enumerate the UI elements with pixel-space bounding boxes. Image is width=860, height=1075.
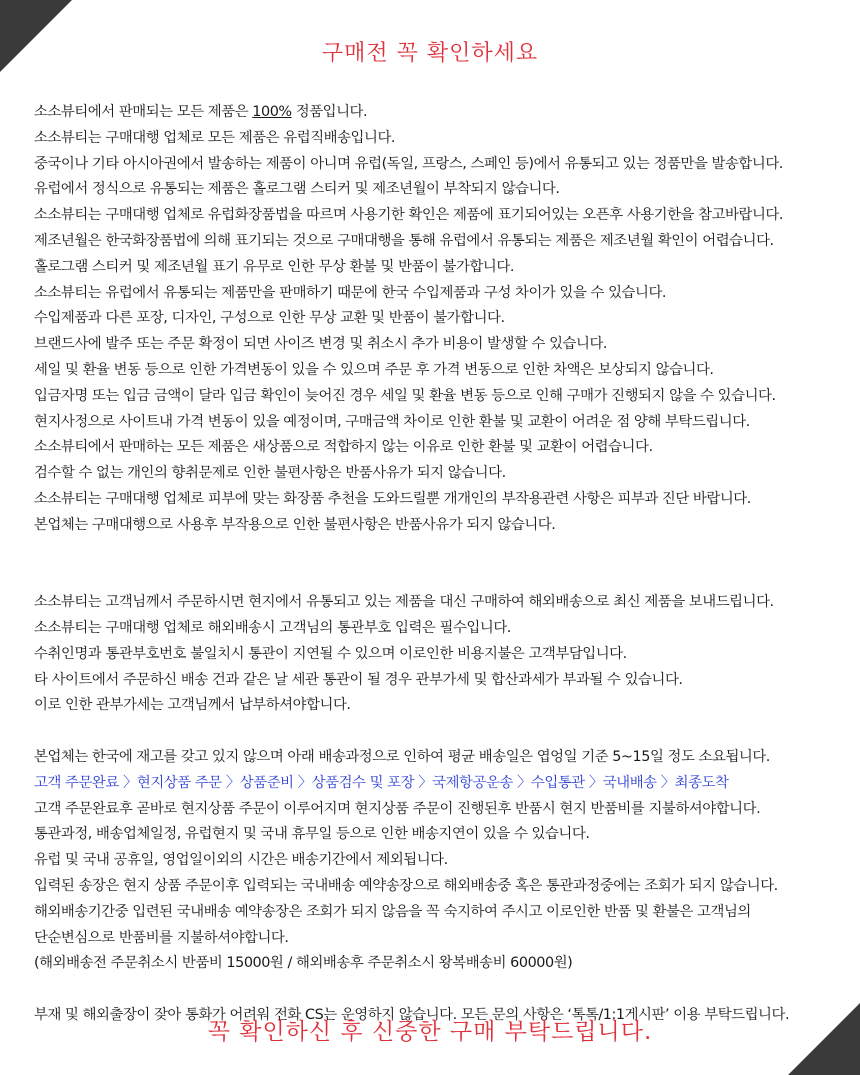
notice-text: 정품입니다. [291,104,368,120]
genuine-percent: 100% [252,104,292,120]
delivery-intro: 본업체는 한국에 재고를 갖고 있지 않으며 아래 배송과정으로 인하여 평균 배송일은 엽엉일 기준 5~15일 정도 소요됩니다. [34,748,770,765]
shipping-line: 수취인명과 통관부호번호 불일치시 통관이 지연될 수 있으며 이로인한 비용지불은 고객부담입니다. [34,645,627,662]
notice-line: 제조년월은 한국화장품법에 의해 표기되는 것으로 구매대행을 통해 유럽에서 유통되는 제품은 제조년월 확인이 어렵습니다. [34,232,774,249]
notice-line: 현지사정으로 사이트내 가격 변동이 있을 예정이며, 구매금액 차이로 인한 환불 및 교환이 어려운 점 양해 부탁드립니다. [34,413,750,430]
shipping-line: 타 사이트에서 주문하신 배송 건과 같은 날 세관 통관이 될 경우 관부가세 및 합산과세가 부과될 수 있습니다. [34,671,683,688]
notice-line: 소소뷰티는 구매대행 업체로 유럽화장품법을 따르며 사용기한 확인은 제품에 표기되어있는 오픈후 사용기한을 참고바랍니다. [34,207,783,224]
delivery-line: 단순변심으로 반품비를 지불하셔야합니다. [34,929,289,946]
delivery-process-steps: 고객 주문완료 〉현지상품 주문 〉상품준비 〉상품검수 및 포장 〉국제항공운송 〉수입통관 〉국내배송 〉최종도착 [34,774,729,791]
delivery-line: 통관과정, 배송업체일정, 유럽현지 및 국내 휴무일 등으로 인한 배송지연이 있을 수 있습니다. [34,826,590,843]
notice-line: 브랜드사에 발주 또는 주문 확정이 되면 사이즈 변경 및 취소시 추가 비용이 발생할 수 있습니다. [34,336,608,353]
notice-line: 세일 및 환율 변동 등으로 인한 가격변동이 있을 수 있으며 주문 후 가격 변동으로 인한 차액은 보상되지 않습니다. [34,361,714,378]
delivery-line: 고객 주문완료후 곧바로 현지상품 주문이 이루어지며 현지상품 주문이 진행된후 반품시 현지 반품비를 지불하셔야합니다. [34,800,761,817]
page-title: 구매전 꼭 확인하세요 [321,41,539,66]
section-gap [34,977,834,1003]
notice-line: 홀로그램 스티커 및 제조년월 표기 유무로 인한 무상 환불 및 반품이 불가합니다. [34,258,514,275]
shipping-line: 소소뷰티는 구매대행 업체로 해외배송시 고객님의 통관부호 입력은 필수입니다. [34,619,511,636]
footer-reminder: 꼭 확인하신 후 신중한 구매 부탁드립니다. [207,1019,653,1045]
notice-line: 소소뷰티는 구매대행 업체로 모든 제품은 유럽직배송입니다. [34,129,396,146]
delivery-line: (해외배송전 주문취소시 반품비 15000원 / 해외배송후 주문취소시 왕복배송비 60000원) [34,955,573,972]
shipping-line: 이로 인한 관부가세는 고객님께서 납부하셔야합니다. [34,697,351,714]
notice-text: 소소뷰티에서 판매되는 모든 제품은 [34,104,253,120]
delivery-line: 유럽 및 국내 공휴일, 영업일이외의 시간은 배송기간에서 제외됩니다. [34,852,448,869]
shipping-line: 소소뷰티는 고객님께서 주문하시면 현지에서 유통되고 있는 제품을 대신 구매하여 해외배송으로 최신 제품을 보내드립니다. [34,594,774,611]
section-gap [34,564,834,590]
delivery-line: 해외배송기간중 입련된 국내배송 예약송장은 조회가 되지 않음을 꼭 숙지하여 주시고 이로인한 반품 및 환불은 고객님의 [34,903,751,920]
notice-line: 중국이나 기타 아시아권에서 발송하는 제품이 아니며 유럽(독일, 프랑스, 스페인 등)에서 유통되고 있는 정품만을 발송합니다. [34,155,783,172]
section-gap [34,719,834,745]
notice-line [34,100,834,126]
notice-line [34,539,834,565]
notice-line: 유럽에서 정식으로 유통되는 제품은 홀로그램 스티커 및 제조년월이 부착되지 않습니다. [34,181,560,198]
delivery-line: 입력된 송장은 현지 상품 주문이후 입력되는 국내배송 예약송장으로 해외배송중 혹은 통관과정중에는 조회가 되지 않습니다. [34,877,778,894]
notice-line: 소소뷰티는 구매대행 업체로 피부에 맞는 화장품 추천을 도와드릴뿐 개개인의 부작용관련 사항은 피부과 진단 바랍니다. [34,490,751,507]
notice-line: 본업체는 구매대행으로 사용후 부작용으로 인한 불편사항은 반품사유가 되지 않습니다. [34,516,556,533]
notice-content [34,100,834,1029]
notice-line: 소소뷰티는 유럽에서 유통되는 제품만을 판매하기 때문에 한국 수입제품과 구성 차이가 있을 수 있습니다. [34,284,667,301]
notice-line: 소소뷰티에서 판매하는 모든 제품은 새상품으로 적합하지 않는 이유로 인한 환불 및 교환이 어렵습니다. [34,439,653,456]
contact-notice: 부재 및 해외출장이 잦아 통화가 어려워 전화 CS는 운영하지 않습니다. 모든 문의 사항은 ‘톡톡/1:1게시판’ 이용 부탁드립니다. [34,1006,790,1023]
notice-line: 수입제품과 다른 포장, 디자인, 구성으로 인한 무상 교환 및 반품이 불가합니다. [34,310,505,327]
notice-line: 입금자명 또는 입금 금액이 달라 입금 확인이 늦어진 경우 세일 및 환율 변동 등으로 인해 구매가 진행되지 않을 수 있습니다. [34,387,776,404]
notice-line: 검수할 수 없는 개인의 향취문제로 인한 불편사항은 반품사유가 되지 않습니다. [34,465,506,482]
